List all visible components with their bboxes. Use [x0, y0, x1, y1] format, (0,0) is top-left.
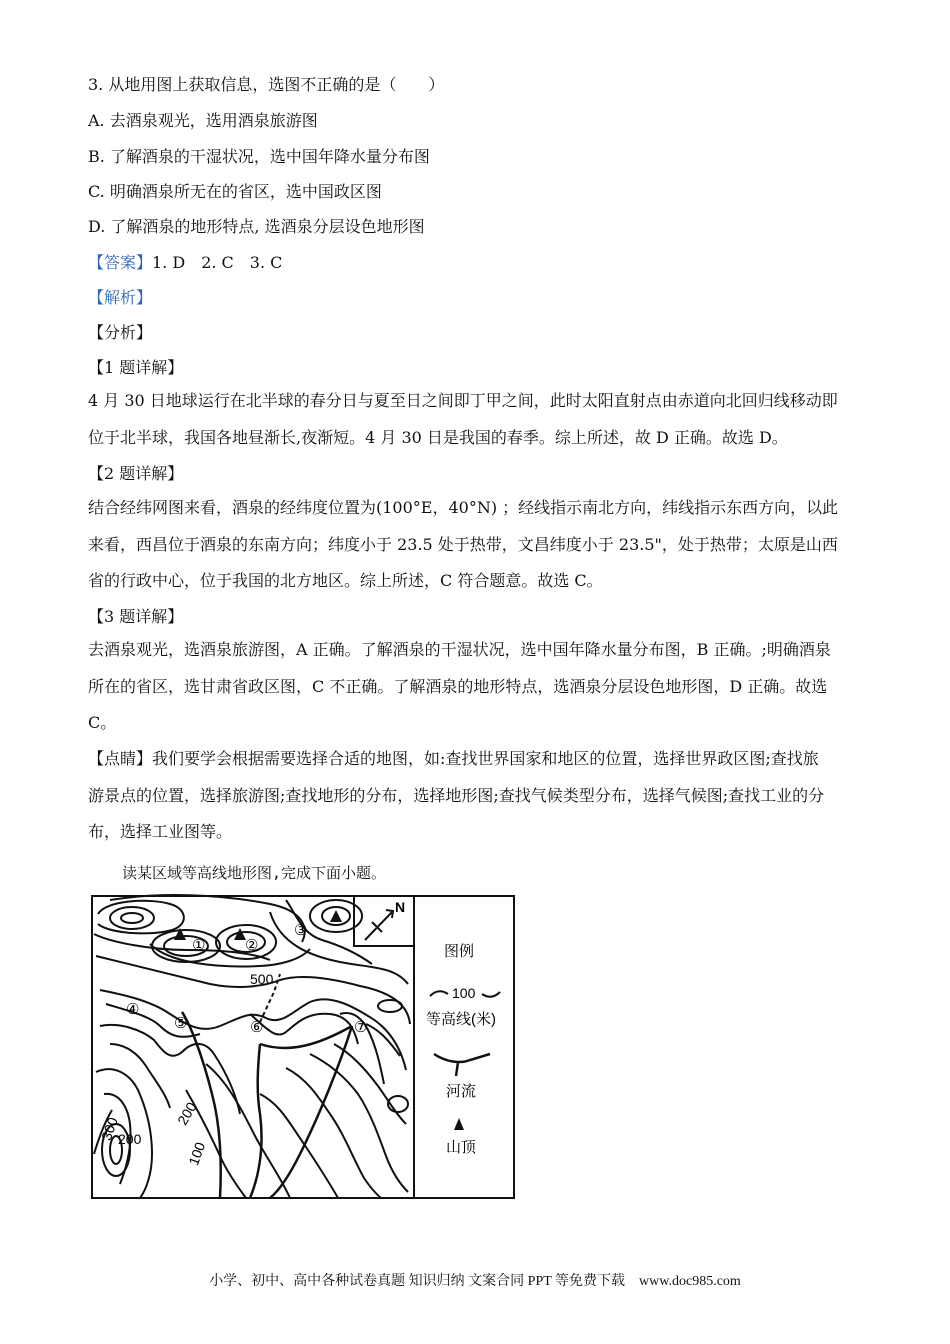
point-label-1: ① [192, 937, 206, 954]
detail-3-text [88, 632, 864, 742]
option-b: B. 了解酒泉的干湿状况，选中国年降水量分布图 [88, 147, 430, 166]
detail-1-text [88, 383, 864, 456]
detail-3-line: 所在的省区，选甘肃省政区图，C 不正确。了解酒泉的地形特点，选酒泉分层设色地形图，D 正确。故选 [88, 676, 828, 696]
dianjing-line: 我们要学会根据需要选择合适的地图，如:查找世界国家和地区的位置，选择世界政区图;查找旅 [152, 749, 819, 768]
detail-3-line: C。 [88, 713, 117, 732]
detail-2-line: 来看，西昌位于酒泉的东南方向；纬度小于 23.5 处于热带，文昌纬度小于 23.5"，处于热带；太原是山西 [88, 534, 838, 554]
question-3-stem: 3. 从地用图上获取信息，选图不正确的是（ ） [88, 75, 445, 94]
legend-contour-value: 100 [452, 985, 476, 1001]
contour-label-500: 500 [250, 971, 274, 987]
detail-1-tag: 【1 题详解】 [88, 358, 184, 377]
legend-contour-label: 等高线(米) [426, 1011, 496, 1028]
dianjing-tag: 【点睛】 [88, 749, 153, 768]
contour-label-100: 100 [185, 1139, 209, 1168]
contour-label-300: 300 [98, 1115, 122, 1143]
legend-river-label: 河流 [446, 1083, 477, 1100]
analysis-tag: 【解析】 [88, 288, 153, 307]
legend-river-symbol [434, 1054, 490, 1076]
detail-1-line: 4 月 30 日地球运行在北半球的春分日与夏至日之间即丁甲之间，此时太阳直射点由赤道向北回归线移动即 [88, 391, 838, 410]
footer-banner: 小学、初中、高中各种试卷真题 知识归纳 文案合同 PPT 等免费下载 www.doc985.com [209, 1274, 741, 1289]
detail-3-tag: 【3 题详解】 [88, 607, 184, 626]
contour-label-200-inner: 200 [118, 1131, 142, 1147]
detail-2-line: 省的行政中心，位于我国的北方地区。综上所述，C 符合题意。故选 C。 [88, 571, 603, 590]
detail-3-line: 去酒泉观光，选酒泉旅游图，A 正确。了解酒泉的干湿状况，选中国年降水量分布图，B 正确。;明确酒泉 [88, 640, 831, 659]
north-label: N [395, 899, 406, 915]
point-label-5: ⑤ [174, 1015, 188, 1032]
detail-2-line: 结合经纬网图来看，酒泉的经纬度位置为(100°E，40°N) ；经线指示南北方向，纬线指示东西方向，以此 [88, 498, 839, 517]
map-intro: 读某区域等高线地形图,完成下面小题。 [122, 864, 387, 882]
contour-label-200: 200 [174, 1099, 200, 1128]
detail-2-tag: 【2 题详解】 [88, 464, 184, 483]
peak-triangle-3 [330, 910, 342, 922]
detail-2-text [88, 490, 864, 600]
point-label-6: ⑥ [250, 1019, 264, 1036]
contour-map-svg [90, 894, 516, 1200]
point-label-2: ② [245, 937, 259, 954]
option-d: D. 了解酒泉的地形特点, 选酒泉分层设色地形图 [88, 217, 425, 236]
point-label-4: ④ [126, 1001, 140, 1018]
answer-line [88, 253, 282, 273]
detail-1-line: 位于北半球，我国各地昼渐长,夜渐短。4 月 30 日是我国的春季。综上所述，故 D 正确。故选 D。 [88, 427, 788, 447]
option-c: C. 明确酒泉所无在的省区，选中国政区图 [88, 182, 382, 201]
legend-peak-triangle [454, 1118, 464, 1130]
contour-map-figure [90, 894, 516, 1200]
dianjing-line: 布，选择工业图等。 [88, 822, 233, 841]
dianjing-text [88, 741, 864, 851]
option-a: A. 去酒泉观光，选用酒泉旅游图 [88, 111, 318, 130]
point-label-7: ⑦ [354, 1019, 368, 1036]
answer-tag: 【答案】 [88, 253, 153, 272]
legend-title: 图例 [444, 943, 475, 960]
fenxi-tag: 【分析】 [88, 323, 153, 342]
point-label-3: ③ [294, 922, 308, 939]
dianjing-line: 游景点的位置，选择旅游图;查找地形的分布，选择地形图;查找气候类型分布，选择气候图;查找工业的分 [88, 785, 825, 805]
answer-text: 1. D 2. C 3. C [152, 253, 283, 272]
north-arrow-line [365, 912, 392, 940]
legend-peak-label: 山顶 [446, 1139, 477, 1156]
